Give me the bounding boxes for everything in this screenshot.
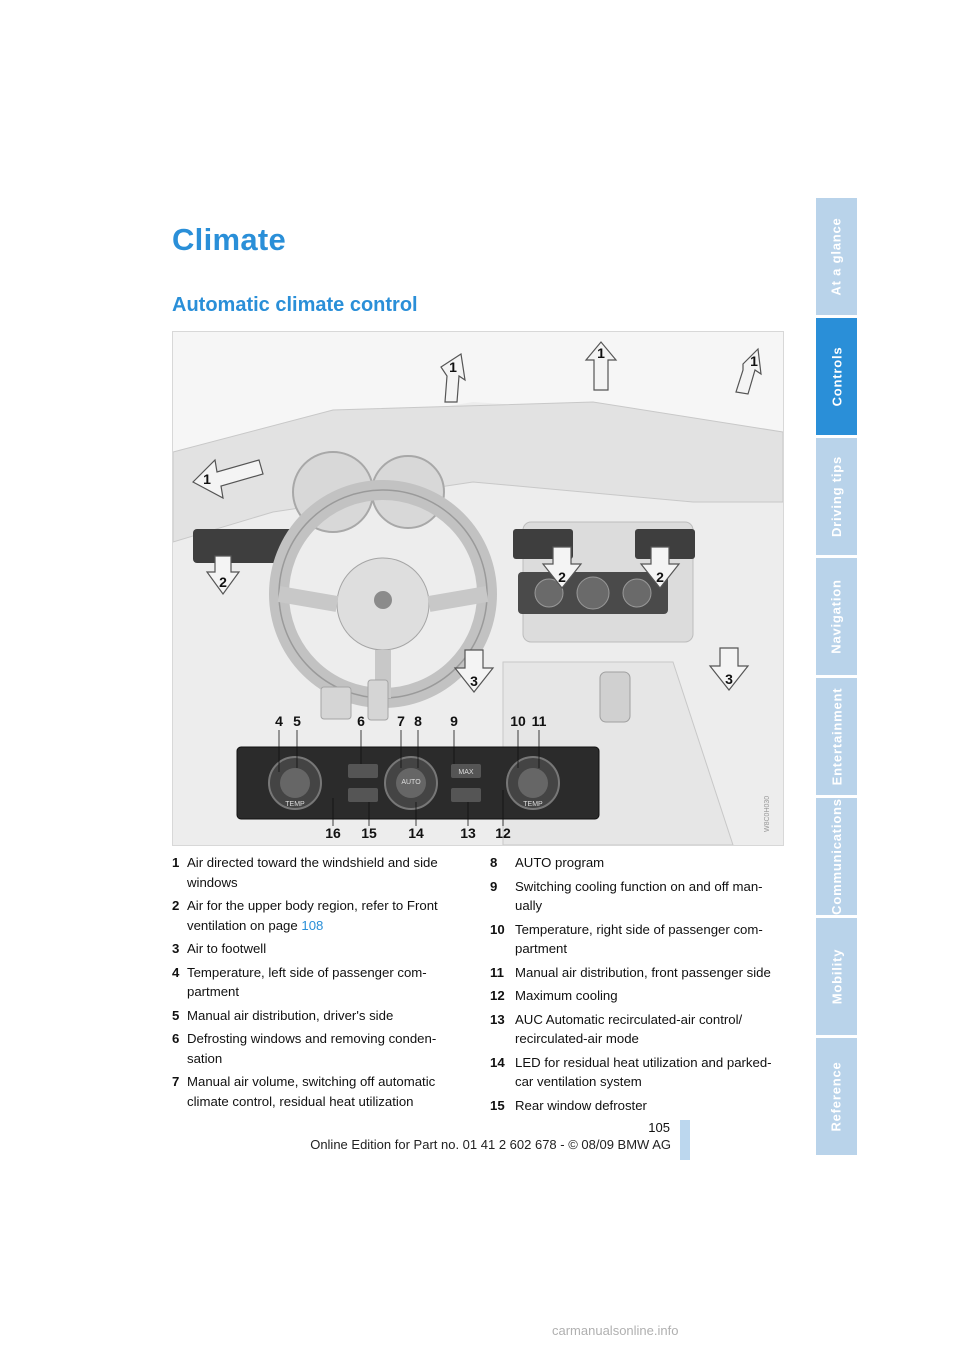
- legend-text: Defrosting windows and removing conden-sation: [187, 1031, 437, 1066]
- panel-num-5: 5: [293, 713, 301, 729]
- legend-item: [172, 853, 462, 892]
- legend-text: Air for the upper body region, refer to Front ventilation on page 108: [187, 898, 438, 933]
- legend-number: 15: [490, 1097, 505, 1113]
- sidebar-tab-driving-tips[interactable]: [816, 438, 857, 555]
- panel-num-13: 13: [460, 825, 476, 841]
- panel-num-12: 12: [495, 825, 511, 841]
- legend-number: 13: [490, 1011, 505, 1027]
- legend-text: Manual air distribution, driver's side: [187, 1007, 394, 1023]
- legend-item: [172, 939, 462, 959]
- climate-figure: [172, 331, 784, 846]
- callout-1a: 1: [449, 359, 457, 375]
- sidebar-tab-label: Reference: [829, 1061, 845, 1132]
- page-link[interactable]: 108: [301, 917, 324, 933]
- sidebar-tab-at-a-glance[interactable]: [816, 198, 857, 315]
- legend-left: [172, 853, 462, 1115]
- panel-num-10: 10: [510, 713, 526, 729]
- legend-item: [490, 1096, 780, 1116]
- sidebar-tab-label: Mobility: [829, 948, 845, 1005]
- legend-item: [172, 896, 462, 935]
- section-title: Automatic climate control: [172, 294, 418, 316]
- legend-number: 2: [172, 898, 180, 913]
- max-label: MAX: [458, 769, 474, 776]
- panel-num-15: 15: [361, 825, 377, 841]
- legend-text: AUTO program: [515, 855, 605, 870]
- legend-text: LED for residual heat utilization and parked-car ventilation system: [515, 1054, 772, 1089]
- legend-text: Rear window defroster: [515, 1097, 647, 1113]
- legend-item: [490, 963, 780, 983]
- callout-3b: 3: [725, 671, 733, 687]
- auto-label: AUTO: [401, 779, 421, 786]
- legend-text: AUC Automatic recirculated-air control/ recirculated-air mode: [515, 1011, 743, 1046]
- panel-num-6: 6: [357, 713, 365, 729]
- legend-item: [490, 1053, 780, 1092]
- legend-number: 5: [172, 1007, 180, 1023]
- legend-text: Switching cooling function on and off man-ually: [515, 878, 763, 913]
- legend-text: Maximum cooling: [515, 988, 618, 1003]
- legend-item: [490, 853, 780, 873]
- panel-num-11: 11: [531, 713, 547, 729]
- legend-number: 10: [490, 921, 505, 937]
- sidebar-tab-reference[interactable]: [816, 1038, 857, 1155]
- panel-num-8: 8: [414, 713, 422, 729]
- page-title: Climate: [172, 222, 287, 257]
- sidebar-tab-mobility[interactable]: [816, 918, 857, 1035]
- sidebar-tab-label: Controls: [829, 346, 844, 407]
- page-marker: [680, 1120, 690, 1160]
- legend-right: [490, 853, 780, 1119]
- image-code: W8C0H030: [764, 795, 771, 832]
- legend-number: 9: [490, 878, 498, 894]
- sidebar-tab-label: Communications: [829, 798, 844, 915]
- sidebar-tab-label: Navigation: [829, 579, 844, 654]
- sidebar-tab-navigation[interactable]: [816, 558, 857, 675]
- legend-text: Air directed toward the windshield and side windows: [187, 855, 438, 890]
- callout-1c: 1: [750, 353, 758, 369]
- chapter-sidebar: [816, 198, 857, 1160]
- callout-2a: 2: [219, 574, 227, 590]
- legend-number: 4: [172, 964, 180, 980]
- legend-number: 11: [490, 964, 504, 980]
- sidebar-tab-communications[interactable]: [816, 798, 857, 915]
- dashboard-illustration: [173, 332, 783, 845]
- legend-item: [490, 877, 780, 916]
- footer: Online Edition for Part no. 01 41 2 602 678 - © 08/09 BMW AG: [310, 1137, 671, 1152]
- legend-number: 7: [172, 1074, 180, 1089]
- legend-text: Manual air distribution, front passenger side: [515, 964, 771, 980]
- callout-1d: 1: [203, 471, 211, 487]
- legend-item: [172, 963, 462, 1002]
- panel-num-14: 14: [408, 825, 424, 841]
- legend-item: [172, 1072, 462, 1111]
- sidebar-tab-label: At a glance: [829, 217, 844, 296]
- legend-item: [172, 1029, 462, 1068]
- callout-2c: 2: [656, 569, 664, 585]
- legend-text: Temperature, right side of passenger com-partment: [515, 921, 763, 956]
- legend-item: [490, 920, 780, 959]
- legend-number: 3: [172, 941, 180, 956]
- legend-text: Manual air volume, switching off automatic climate control, residual heat utilization: [187, 1074, 436, 1109]
- legend-text: Air to footwell: [187, 941, 267, 956]
- sidebar-tab-entertainment[interactable]: [816, 678, 857, 795]
- legend-number: 14: [490, 1054, 505, 1070]
- legend-text: Temperature, left side of passenger com-partment: [187, 964, 427, 999]
- watermark: carmanualsonline.info: [552, 1323, 679, 1338]
- legend-item: [172, 1006, 462, 1026]
- temp-label-right: TEMP: [523, 801, 543, 808]
- legend-number: 6: [172, 1031, 180, 1046]
- legend-number: 12: [490, 988, 505, 1003]
- panel-num-9: 9: [450, 713, 458, 729]
- page-number: 105: [648, 1120, 670, 1135]
- sidebar-tab-controls[interactable]: [816, 318, 857, 435]
- panel-num-4: 4: [275, 713, 283, 729]
- panel-num-16: 16: [325, 825, 341, 841]
- callout-1b: 1: [597, 345, 605, 361]
- callout-2b: 2: [558, 569, 566, 585]
- callout-3a: 3: [470, 673, 478, 689]
- sidebar-tab-label: Entertainment: [829, 687, 844, 786]
- legend-number: 1: [172, 855, 180, 870]
- panel-num-7: 7: [397, 713, 405, 729]
- legend-number: 8: [490, 855, 498, 870]
- sidebar-tab-label: Driving tips: [829, 455, 845, 538]
- legend-item: [490, 986, 780, 1006]
- temp-label-left: TEMP: [285, 801, 305, 808]
- legend-item: [490, 1010, 780, 1049]
